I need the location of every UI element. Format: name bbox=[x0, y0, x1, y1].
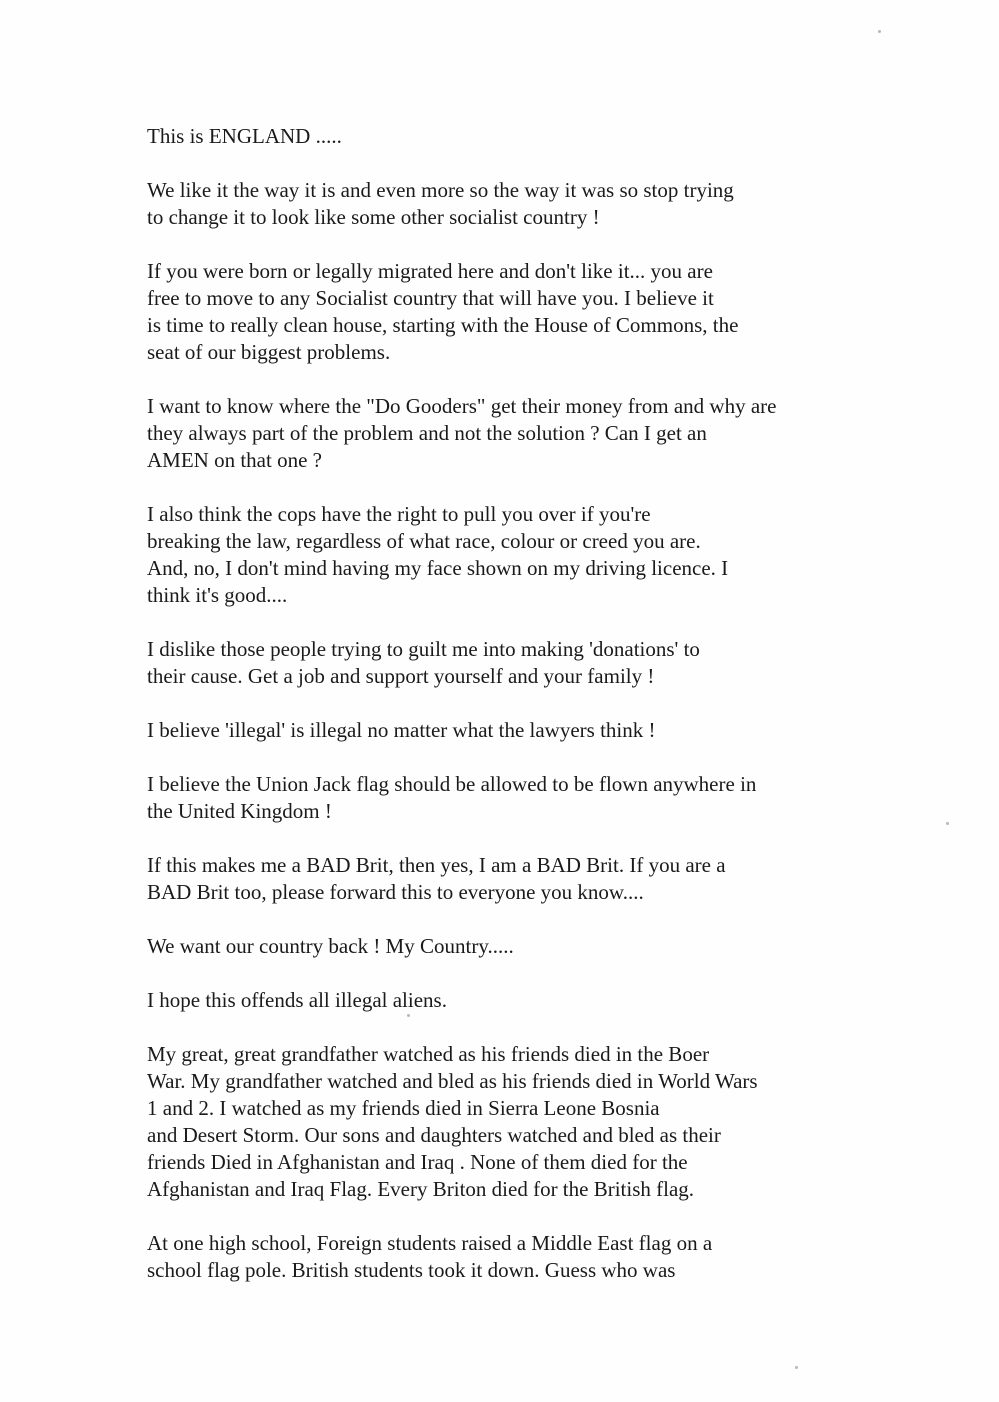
paragraph-country-back bbox=[147, 933, 867, 960]
text-line: This is ENGLAND ..... bbox=[147, 124, 342, 148]
text-line: At one high school, Foreign students raised a Middle East flag on a bbox=[147, 1231, 713, 1255]
text-line: school flag pole. British students took it down. Guess who was bbox=[147, 1258, 676, 1282]
paragraph-union-jack bbox=[147, 771, 867, 825]
text-line: to change it to look like some other socialist country ! bbox=[147, 205, 600, 229]
scan-speck bbox=[407, 1014, 410, 1017]
text-line: I want to know where the "Do Gooders" get their money from and why are bbox=[147, 394, 777, 418]
scan-speck bbox=[795, 1366, 798, 1369]
text-line: If this makes me a BAD Brit, then yes, I am a BAD Brit. If you are a bbox=[147, 853, 726, 877]
scan-speck bbox=[946, 822, 949, 825]
scan-speck bbox=[878, 30, 881, 33]
text-line: is time to really clean house, starting with the House of Commons, the bbox=[147, 313, 739, 337]
text-line: friends Died in Afghanistan and Iraq . None of them died for the bbox=[147, 1150, 688, 1174]
text-line: breaking the law, regardless of what race, colour or creed you are. bbox=[147, 529, 701, 553]
paragraph-born-or-migrated bbox=[147, 258, 867, 366]
paragraph-offends bbox=[147, 987, 867, 1014]
text-line: and Desert Storm. Our sons and daughters watched and bled as their bbox=[147, 1123, 721, 1147]
text-line: seat of our biggest problems. bbox=[147, 340, 391, 364]
text-line: And, no, I don't mind having my face shown on my driving licence. I bbox=[147, 556, 729, 580]
text-line: think it's good.... bbox=[147, 583, 288, 607]
paragraph-do-gooders bbox=[147, 393, 867, 474]
paragraph-bad-brit bbox=[147, 852, 867, 906]
paragraph-illegal bbox=[147, 717, 867, 744]
text-line: AMEN on that one ? bbox=[147, 448, 322, 472]
paragraph-cops bbox=[147, 501, 867, 609]
text-line: War. My grandfather watched and bled as his friends died in World Wars bbox=[147, 1069, 758, 1093]
text-line: 1 and 2. I watched as my friends died in Sierra Leone Bosnia bbox=[147, 1096, 660, 1120]
paragraph-high-school bbox=[147, 1230, 867, 1284]
text-line: the United Kingdom ! bbox=[147, 799, 332, 823]
text-line: they always part of the problem and not the solution ? Can I get an bbox=[147, 421, 707, 445]
text-line: BAD Brit too, please forward this to everyone you know.... bbox=[147, 880, 644, 904]
text-line: If you were born or legally migrated here and don't like it... you are bbox=[147, 259, 713, 283]
text-line: I believe the Union Jack flag should be allowed to be flown anywhere in bbox=[147, 772, 757, 796]
paragraph-title bbox=[147, 123, 867, 150]
text-line: free to move to any Socialist country that will have you. I believe it bbox=[147, 286, 714, 310]
letter-body bbox=[147, 123, 867, 1311]
text-line: I also think the cops have the right to pull you over if you're bbox=[147, 502, 651, 526]
text-line: My great, great grandfather watched as his friends died in the Boer bbox=[147, 1042, 710, 1066]
paragraph-donations bbox=[147, 636, 867, 690]
text-line: I believe 'illegal' is illegal no matter what the lawyers think ! bbox=[147, 718, 656, 742]
text-line: We like it the way it is and even more so the way it was so stop trying bbox=[147, 178, 734, 202]
paragraph-grandfather bbox=[147, 1041, 867, 1203]
text-line: I dislike those people trying to guilt me into making 'donations' to bbox=[147, 637, 700, 661]
text-line: Afghanistan and Iraq Flag. Every Briton died for the British flag. bbox=[147, 1177, 695, 1201]
text-line: their cause. Get a job and support yourself and your family ! bbox=[147, 664, 655, 688]
paragraph-we-like-it bbox=[147, 177, 867, 231]
text-line: I hope this offends all illegal aliens. bbox=[147, 988, 447, 1012]
text-line: We want our country back ! My Country..... bbox=[147, 934, 514, 958]
